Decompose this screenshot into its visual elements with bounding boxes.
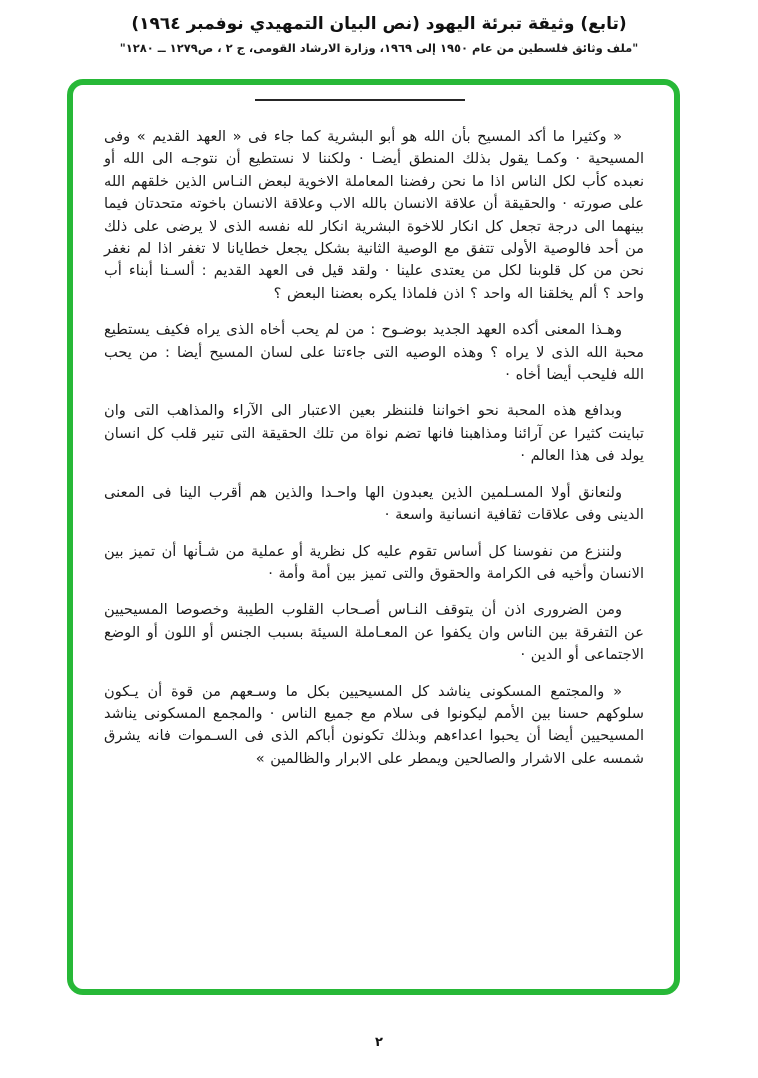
document-title: (تابع) وثيقة تبرئة اليهود (نص البيان التمهيدي نوفمبر ١٩٦٤): [131, 14, 627, 34]
body-paragraph: ولنعانق أولا المسـلمين الذين يعبدون الها واحـدا والذين هم أقرب الينا فى المعنى الدينى وفى علاقات ثقافية انسانية واسعة ·: [104, 483, 644, 524]
green-frame-border: [67, 79, 680, 995]
body-paragraph: ومن الضرورى اذن أن يتوقف النـاس أصـحاب القلوب الطيبة وخصوصا المسيحيين عن التفرقة بين الناس وان يكفوا عن المعـاملة السيئة بسبب الجنس أو اللون أو الوضع الاجتماعى أو الدين ·: [104, 601, 644, 664]
document-source-citation: "ملف وثائق فلسطين من عام ١٩٥٠ إلى ١٩٦٩، وزارة الارشاد القومى، ج ٢ ، ص١٢٧٩ ــ ١٢٨٠": [119, 41, 639, 55]
page-number: ٢: [375, 1035, 383, 1050]
body-paragraph: ولننزع من نفوسنا كل أساس تقوم عليه كل نظرية أو عملية من شـأنها أن تميز بين الانسان وأخيه فى الكرامة والحقوق والتى تميز بين أمة وأمة ·: [104, 542, 644, 582]
body-paragraph: « وكثيرا ما أكد المسيح بأن الله هو أبو البشرية كما جاء فى « العهد القديم » وفى المسيحية · وكمـا يقول بذلك المنطق أيضـا · ولكننا لا نستطيع أن نتوجـه الى الله أو نعبده كأب لكل الناس اذا ما نحن رفضنا المعاملة الاخوية لبعض النـاس الذين خلقهم الله على صورته · والحقيقة أن علاقة الانسان بالله الاب وعلاقة الانسان باخوته متحدتان فيما بينهما الى درجة تجعل كل انكار للاخوة البشرية انكار لله نفسه الذى لا يرضى على ذلك من أحد فالوصية الأولى تتفق مع الوصية الثانية بشكل يجعل خطايانا لا تغفر اذا لم نغفر نحن من كل قلوبنا لكل من يعتدى علينا · ولقد قيل فى العهد القديم : ألسـنا أبناء أب واحد ؟ ألم يخلقنا اله واحد ؟ اذن فلماذا يكره بعضنا البعض ؟: [104, 128, 644, 302]
page-header: [0, 14, 758, 55]
body-paragraph: وبدافع هذه المحبة نحو اخواننا فلننظر بعين الاعتبار الى الآراء والمذاهب التى وان تباينت كثيرا عن آرائنا ومذاهبنا فانها تضم نواة من تلك الحقيقة التى تنير قلب كل انسان يولد فى هذا العالم ·: [104, 402, 644, 465]
body-paragraph: « والمجتمع المسكونى يناشد كل المسيحيين بكل ما وسـعهم من قوة أن يـكون سلوكهم حسنا بين الأمم ليكونوا فى سلام مع جميع الناس · والمجمع المسكونى يناشد المسيحيين أيضا أن يحبوا اعداءهم وبذلك تكونون أباكم الذى فى السـموات فانه يشرق شمسه على الاشرار والصالحين ويمطر على الابرار والظالمين »: [104, 682, 644, 767]
document-body-text: [104, 126, 644, 784]
end-of-text-divider: [255, 99, 465, 101]
body-paragraph: وهـذا المعنى أكده العهد الجديد بوضـوح : من لم يحب أخاه الذى يراه فكيف يستطيع محبة الله الذى لا يراه ؟ وهذه الوصيه التى جاءتنا على لسان المسيح أيضا : من يحب الله فليحب أيضا أخاه ·: [104, 321, 644, 384]
